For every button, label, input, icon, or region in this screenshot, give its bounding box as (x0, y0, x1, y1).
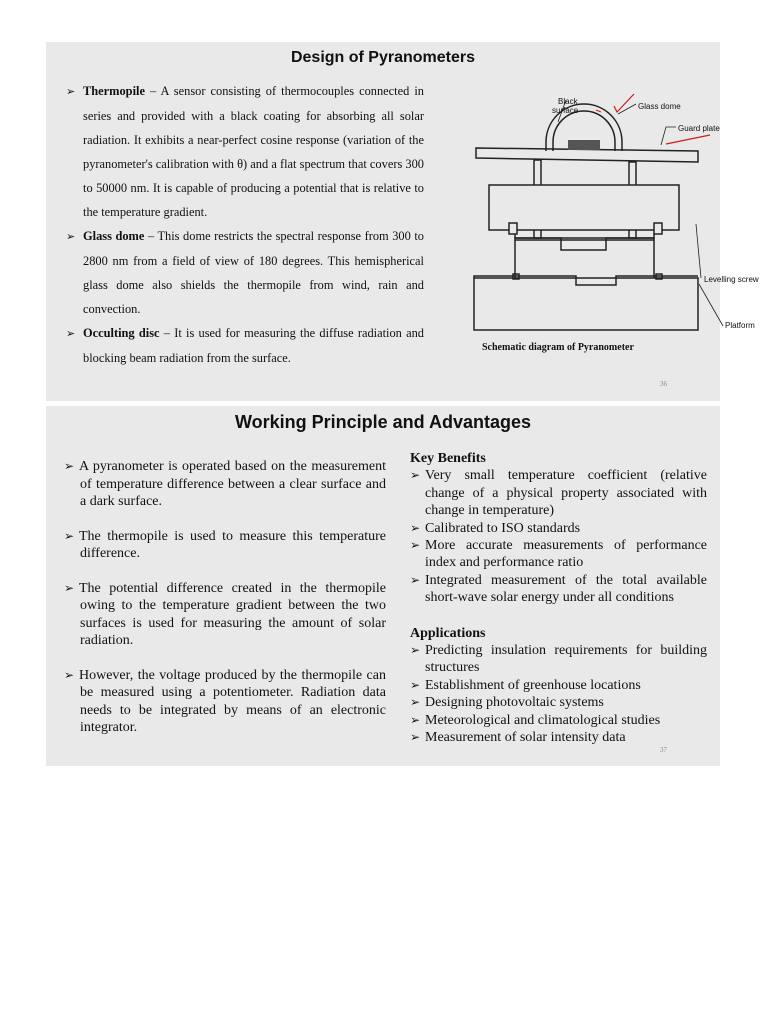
diagram-caption: Schematic diagram of Pyranometer (482, 342, 634, 353)
slide-title: Design of Pyranometers (290, 49, 476, 66)
principle-bullet-list (64, 458, 386, 754)
leader-platform (699, 284, 723, 326)
bullet-arrow-icon: ➢ (66, 86, 76, 98)
bullet-term: Occulting disc (83, 326, 160, 340)
label-glass-dome: Glass dome (638, 102, 681, 111)
bullet-arrow-icon: ➢ (64, 459, 75, 473)
key-benefits-list (410, 467, 707, 606)
levelling-screw-right-top (654, 223, 662, 234)
application-item (410, 729, 707, 746)
slide-title: Working Principle and Advantages (234, 412, 532, 432)
frame-rail (515, 238, 654, 240)
bullet-arrow-icon: ➢ (410, 730, 421, 745)
bullet-term: Glass dome (83, 229, 145, 243)
application-text: Predicting insulation requirements for building structures (425, 643, 707, 676)
benefit-item (410, 537, 707, 572)
bullet-arrow-icon: ➢ (410, 538, 421, 553)
bullet-text: – It is used for measuring the diffuse radiation and blocking beam radiation from the surface. (83, 326, 424, 365)
bullet-arrow-icon: ➢ (410, 520, 421, 535)
benefit-item (410, 467, 707, 519)
bullet-arrow-icon: ➢ (64, 580, 75, 595)
application-item (410, 694, 707, 711)
bullet-term: Thermopile (83, 84, 145, 98)
bullet-arrow-icon: ➢ (64, 667, 75, 682)
application-text: Designing photovoltaic systems (425, 695, 604, 711)
application-text: Measurement of solar intensity data (425, 730, 626, 746)
leader-levelling-screw (696, 224, 701, 278)
label-platform: Platform (725, 321, 755, 330)
red-underline (666, 135, 710, 144)
bullet-text: A pyranometer is operated based on the measurement of temperature difference between a clear surface and a dark surface. (79, 459, 386, 509)
application-item (410, 677, 707, 694)
slide-design-of-pyranometers (46, 42, 759, 401)
application-item (410, 712, 707, 729)
bullet-arrow-icon: ➢ (410, 468, 421, 483)
benefit-item (410, 520, 707, 537)
bullet-list (66, 79, 424, 370)
bullet-text: – This dome restricts the spectral response from 300 to 2800 nm from a field of view of 180 degrees. This hemispherical glass dome also shields the thermopile from wind, rain and convection. (83, 229, 424, 316)
applications-heading: Applications (410, 625, 486, 641)
bullet-item-occulting-disc (66, 321, 424, 370)
application-text: Meteorological and climatological studies (425, 712, 661, 728)
bullet-text: However, the voltage produced by the thermopile can be measured using a potentiometer. Radiation data needs to be integrated by means of an electronic integrator. (79, 667, 386, 735)
platform-base (474, 278, 698, 330)
bullet-arrow-icon: ➢ (64, 528, 75, 543)
label-levelling-screw: Levelling screw (704, 275, 759, 284)
application-item (410, 642, 707, 677)
slide-working-principle (46, 406, 720, 766)
label-guard-plate: Guard plate (678, 124, 720, 133)
applications-list (410, 642, 707, 746)
bullet-arrow-icon: ➢ (410, 712, 421, 727)
benefits-column (410, 450, 707, 747)
guard-plate-shape (476, 148, 698, 162)
key-benefits-heading: Key Benefits (410, 451, 486, 466)
bullet-arrow-icon: ➢ (410, 695, 421, 710)
principle-bullet (64, 667, 386, 737)
levelling-screw-left-top (509, 223, 517, 234)
page-number: 37 (660, 746, 667, 754)
benefit-text: Calibrated to ISO standards (425, 520, 581, 536)
bullet-text: The potential difference created in the thermopile owing to the temperature gradient between the two surfaces is used for measuring the amount of solar radiation. (79, 580, 386, 648)
bullet-text: – A sensor consisting of thermocouples connected in series and provided with a black coating for absorbing all solar radiation. It exhibits a near-perfect cosine response (variation of the pyranometer's calibration with θ) and a flat spectrum that covers 300 to 50000 nm. It is capable of producing a potential that is relative to the temperature gradient. (83, 84, 424, 219)
benefit-item (410, 572, 707, 607)
spacer (410, 607, 707, 625)
bullet-arrow-icon: ➢ (410, 677, 421, 692)
bullet-item-thermopile (66, 79, 424, 224)
thermopile-sensor (568, 140, 600, 150)
bullet-item-glass-dome (66, 224, 424, 321)
red-tick (596, 110, 601, 112)
bullet-text: The thermopile is used to measure this temperature difference. (79, 528, 386, 561)
principle-bullet (64, 528, 386, 563)
bullet-arrow-icon: ➢ (410, 572, 421, 587)
frame-legs (515, 240, 654, 278)
application-text: Establishment of greenhouse locations (425, 677, 641, 693)
red-checkmark (614, 94, 634, 112)
benefit-text: Very small temperature coefficient (relative change of a physical property associated with change in temperature) (425, 468, 707, 519)
benefit-text: More accurate measurements of performance index and performance ratio (425, 538, 707, 571)
bullet-arrow-icon: ➢ (66, 231, 76, 243)
page-number: 36 (660, 380, 667, 388)
label-black-surface-line1: Black (558, 97, 578, 106)
label-black-surface-line2: surface (552, 106, 579, 115)
principle-bullet (64, 580, 386, 650)
pyranometer-schematic-diagram (466, 90, 759, 330)
bullet-arrow-icon: ➢ (66, 328, 76, 340)
bullet-arrow-icon: ➢ (410, 643, 421, 658)
benefit-text: Integrated measurement of the total available short-wave solar energy under all conditions (425, 572, 707, 606)
principle-bullet (64, 458, 386, 511)
leader-glass-dome (618, 104, 636, 114)
